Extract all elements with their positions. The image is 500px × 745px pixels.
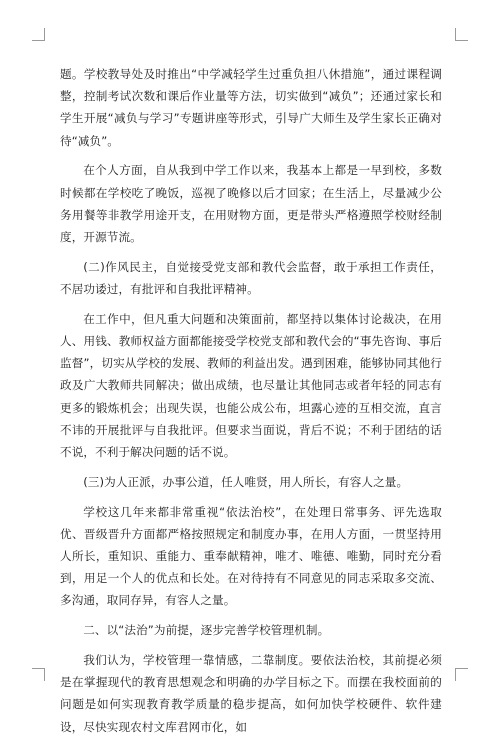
paragraph-1: 题。学校教导处及时推出“中学减轻学生过重负担八休措施”，通过课程调整，控制考试次数和课后作业量等方法，切实做到“减负”；还通过家长和学生开展“减负与学习”专题讲座等形式，引导广大师生及学生家长正确对待“减负”。	[60, 67, 442, 148]
paragraph-8: 我们认为，学校管理一靠情感，二靠制度。要依法治校，其前提必须是在掌握现代的教育思想观念和明确的办学目标之下。而摆在我校面前的问题是如何实现教育教学质量的稳步提高，如何加快学校硬件、软件建设，尽快实现农村文库君网市化，如	[60, 653, 442, 734]
crop-mark-top-right	[455, 28, 468, 41]
crop-mark-bottom-right	[455, 668, 468, 681]
document-body	[60, 63, 442, 745]
paragraph-7: 二、以“法治”为前提，逐步完善学校管理机制。	[83, 623, 330, 638]
crop-mark-top-left	[32, 28, 45, 41]
paragraph-2: 在个人方面，自从我到中学工作以来，我基本上都是一早到校，多数时候都在学校吃了晚饭，巡视了晚修以后才回家；在生活上，尽量减少公务用餐等非教学用途开支，在用财物方面，更是带头严格遵照学校财经制度，开源节流。	[60, 163, 442, 245]
paragraph-4: 在工作中，但凡重大问题和决策面前，都坚持以集体讨论裁决，在用人、用钱、教师权益方面都能接受学校党支部和教代会的“事先咨询、事后监督”，切实从学校的发展、教师的利益出发。遇到困难，能够协同其他行政及广大教师共同解决；做出成绩，也尽量让其他同志或者年轻的同志有更多的锻炼机会；出现失误，也能公成公布，坦露心迹的互相交流，直言不讳的开展批评与自我批评。但要求当面说，背后不说；不利于团结的话不说，不利于解决问题的话不说。	[60, 311, 442, 460]
paragraph-5: (三)为人正派，办事公道，任人唯贤，用人所长，有容人之量。	[83, 474, 409, 489]
paragraph-3: (二)作风民主，自觉接受党支部和教代会监督，敢于承担工作责任，不居功诿过，有批评和自我批评精神。	[60, 259, 442, 297]
crop-mark-bottom-left	[32, 668, 45, 681]
paragraph-6: 学校这几年来都非常重视“依法治校”，在处理日常事务、评先选取优、晋级晋升方面都严格按照规定和制度办事，在用人方面，一贯坚持用人所长，重知识、重能力、重奉献精神，唯才、唯德、唯勤，同时充分看到，用足一个人的优点和长处。在对待持有不同意见的同志采取多交流、多沟通，取同存异，有容人之量。	[60, 504, 442, 608]
